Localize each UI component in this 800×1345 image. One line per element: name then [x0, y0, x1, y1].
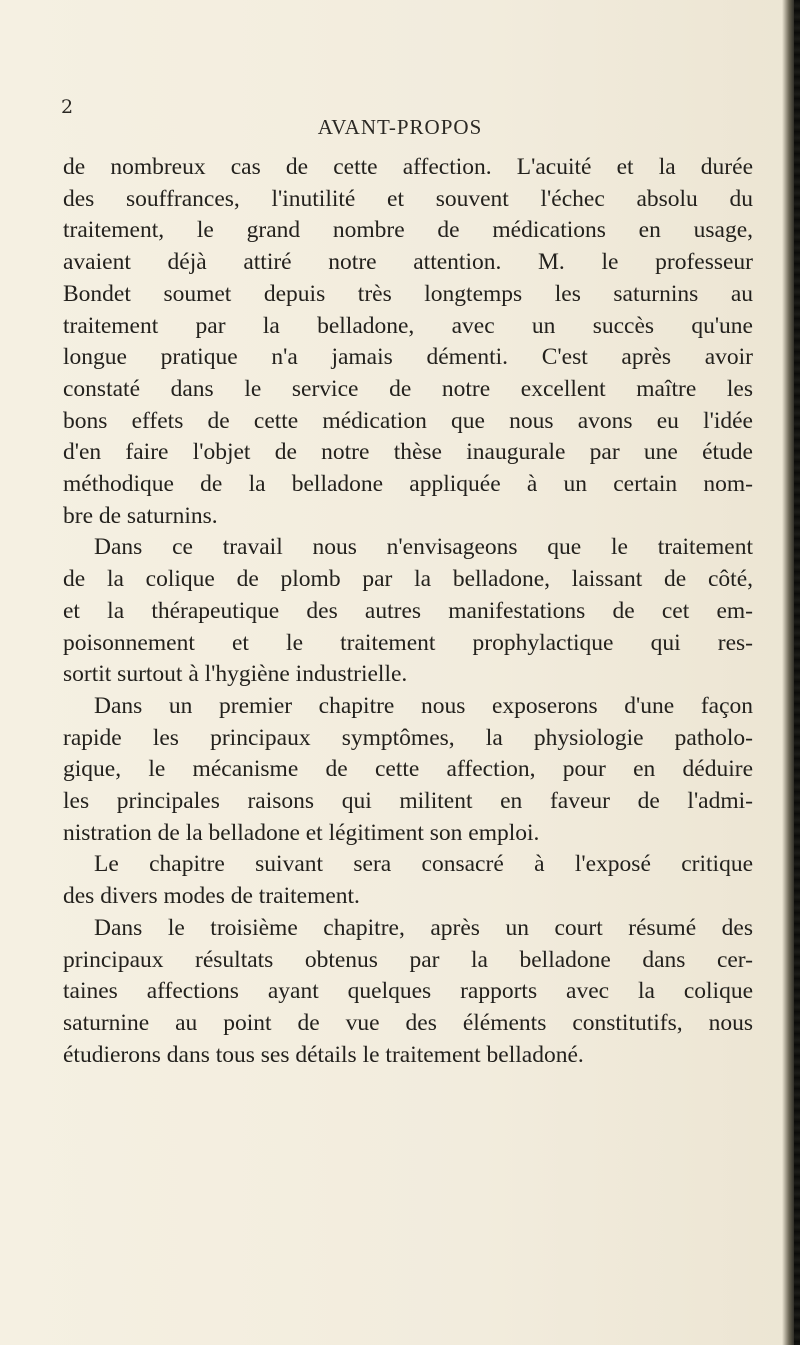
text-line: bre de saturnins.	[63, 502, 218, 529]
text-line: méthodique de la belladone appliquée à un certain nom-	[63, 471, 753, 498]
text-line: de nombreux cas de cette affection. L'acuité et la durée	[63, 154, 753, 180]
text-line: des souffrances, l'inutilité et souvent l'échec absolu du	[63, 185, 753, 212]
text-line: Bondet soumet depuis très longtemps les saturnins au	[63, 280, 753, 307]
text-line: principaux résultats obtenus par la belladone dans cer-	[63, 946, 753, 973]
text-line: nistration de la belladone et légitiment son emploi.	[63, 819, 540, 846]
text-line: Dans le troisième chapitre, après un court résumé des	[94, 914, 753, 941]
body-text	[63, 152, 753, 1071]
page-number: 2	[61, 96, 74, 118]
text-line: traitement par la belladone, avec un succès qu'une	[63, 312, 753, 339]
binding-edge	[794, 0, 800, 1345]
text-line: étudierons dans tous ses détails le traitement belladoné.	[63, 1041, 584, 1068]
text-line: longue pratique n'a jamais démenti. C'est après avoir	[63, 344, 753, 371]
text-line: de la colique de plomb par la belladone, laissant de côté,	[63, 566, 753, 593]
text-line: sortit surtout à l'hygiène industrielle.	[63, 661, 408, 688]
text-line: constaté dans le service de notre excellent maître les	[63, 375, 753, 402]
text-line: avaient déjà attiré notre attention. M. le professeur	[63, 249, 753, 276]
text-line: bons effets de cette médication que nous avons eu l'idée	[63, 407, 753, 434]
text-line: et la thérapeutique des autres manifestations de cet em-	[63, 597, 753, 624]
text-line: rapide les principaux symptômes, la physiologie patholo-	[63, 724, 753, 751]
text-line: saturnine au point de vue des éléments constitutifs, nous	[63, 1009, 753, 1036]
text-line: les principales raisons qui militent en faveur de l'admi-	[63, 788, 753, 815]
text-line: Dans ce travail nous n'envisageons que le traitement	[94, 534, 753, 561]
running-title: AVANT-PROPOS	[317, 115, 483, 139]
text-line: poisonnement et le traitement prophylactique qui res-	[63, 629, 753, 656]
text-line: des divers modes de traitement.	[63, 883, 360, 910]
text-line: d'en faire l'objet de notre thèse inaugurale par une étude	[63, 439, 753, 466]
text-line: traitement, le grand nombre de médications en usage,	[63, 217, 753, 244]
text-line: Le chapitre suivant sera consacré à l'exposé critique	[94, 851, 753, 878]
text-line: Dans un premier chapitre nous exposerons d'une façon	[94, 692, 753, 719]
text-line: gique, le mécanisme de cette affection, pour en déduire	[63, 756, 753, 783]
text-line: taines affections ayant quelques rapports avec la colique	[63, 978, 753, 1005]
